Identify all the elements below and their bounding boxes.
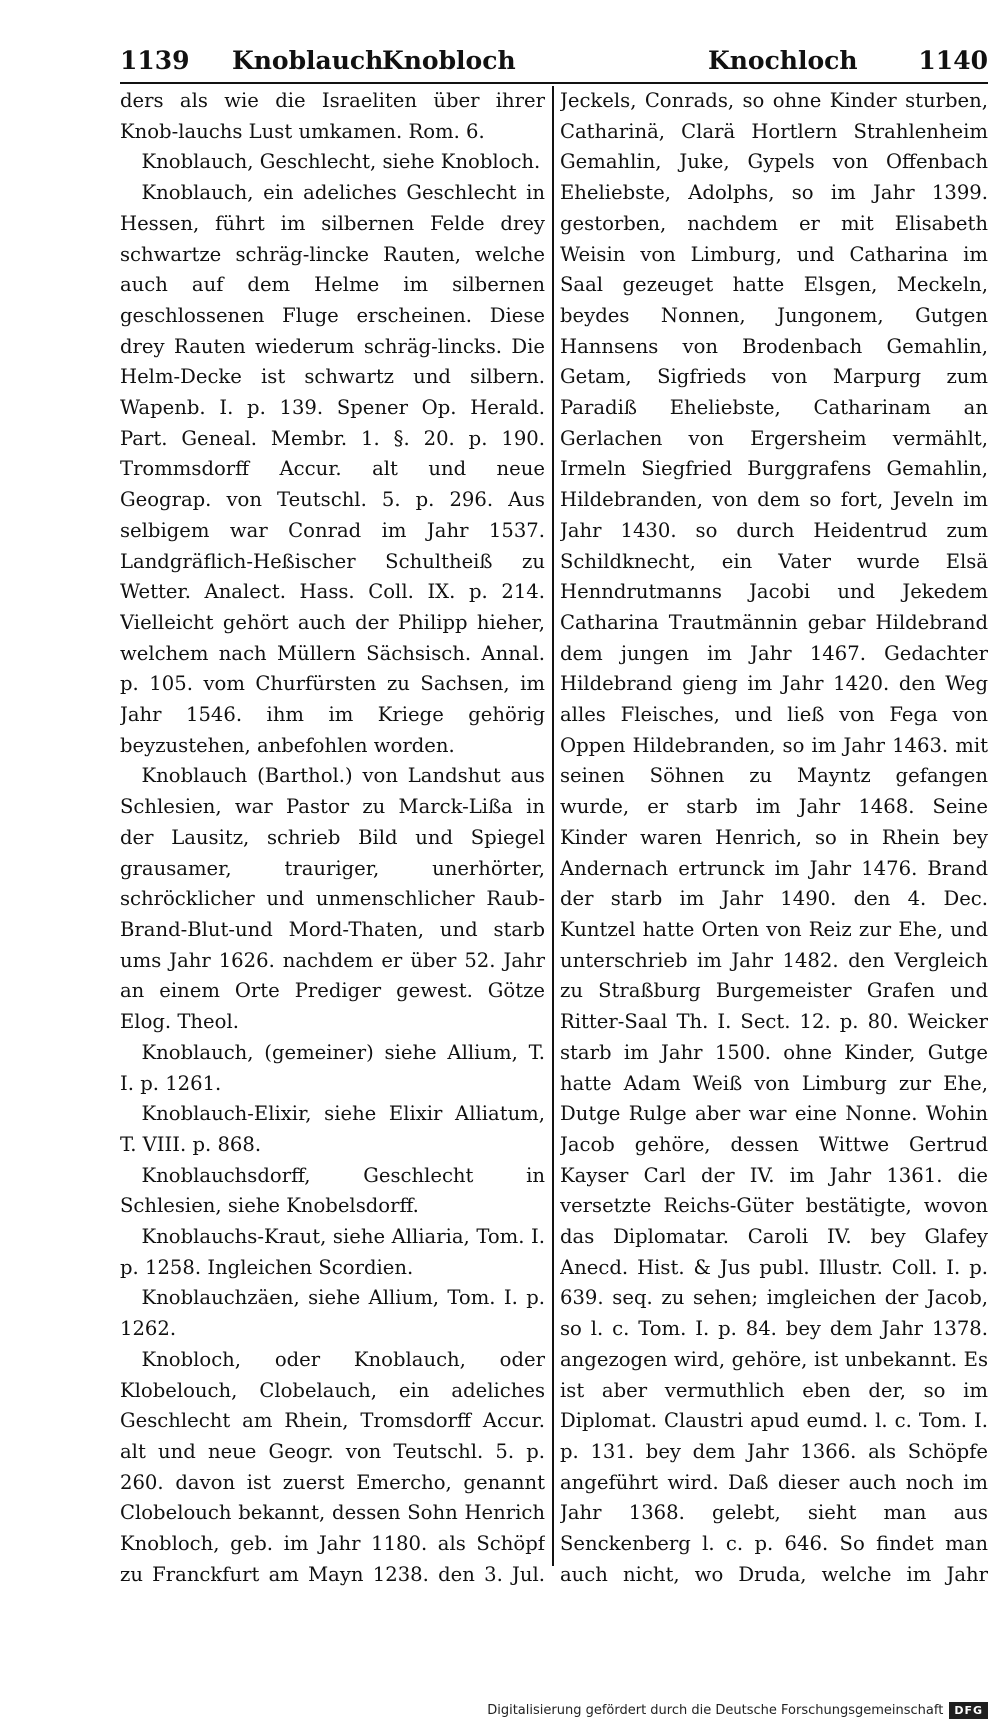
header-headword-3: Knochloch (708, 46, 858, 75)
page-number-right: 1140 (918, 46, 988, 75)
entry-knobloch-continued: Jeckels, Conrads, so ohne Kinder sturben, Catharinä, Clarä Hortlern Strahlenheim Gemahlin, Juke, Gypels von Offenbach Eheliebste, Adolphs, so im Jahr 1399. gestorben, nachdem er mit Elisabeth Weisin von Limburg, und Catharina im Saal gezeuget hatte Elsgen, Meckeln, beydes Nonnen, Jungonem, Gutgen Hannsens von Brodenbach Gemahlin, Getam, Sigfrieds von Marpurg zum Paradiß Eheliebste, Catharinam an Gerlachen von Ergersheim vermählt, Irmeln Siegfried Burggrafens Gemahlin, Hildebranden, von dem so fort, Jeveln im Jahr 1430. so durch Heidentrud zum Schildknecht, ein Vater wurde Elsä Henndrutmanns Jacobi und Jekedem Catharina Trautmännin gebar Hildebrand dem jungen im Jahr 1467. Gedachter Hildebrand gieng im Jahr 1420. den Weg alles Fleisches, und ließ von Fega von Oppen Hildebranden, so im Jahr 1463. mit seinen Söhnen zu Mayntz gefangen wurde, er starb im Jahr 1468. Seine Kinder waren Henrich, so in Rhein bey Andernach ertrunck im Jahr 1476. Brand der starb im Jahr 1490. den 4. Dec. Kuntzel hatte Orten von Reiz zur Ehe, und unterschrieb im Jahr 1482. den Vergleich zu Straßburg Burgemeister Grafen und Ritter-Saal Th. I. Sect. 12. p. 80. Weicker starb im Jahr 1500. ohne Kinder, Gutge hatte Adam Weiß von Limburg zur Ehe, Dutge Rulge aber war eine Nonne. Wohin Jacob gehöre, dessen Wittwe Gertrud Kayser Carl der IV. im Jahr 1361. die versetzte Reichs-Güter bestätigte, wovon das Diplomatar. Caroli IV. bey Glafey Anecd. Hist. & Jus publ. Illustr. Coll. I. p. 639. seq. zu sehen; imgleichen der Jacob, so l. c. Tom. I. p. 84. bey dem Jahr 1378. angezogen wird, gehöre, ist unbekannt. Es ist aber vermuthlich eben der, so im Diplomat. Claustri apud eumd. l. c. Tom. I. p. 131. bey dem Jahr 1366. als Schöpfe angeführt wird. Daß dieser auch noch im Jahr 1368. gelebt, sieht man aus Senckenberg l. c. p. 646. So findet man auch nicht, wo Druda, welche im Jahr (560, 89, 988, 1586)
footer-text: Digitalisierung gefördert durch die Deutsche Forschungsgemeinschaft (487, 1702, 944, 1718)
entry-knoblauch-barthol: Knoblauch (Barthol.) von Landshut aus Schlesien, war Pastor zu Marck-Lißa in der Lausitz, schrieb Bild und Spiegel grausamer, trauriger, unerhörter, schröcklicher und unmenschlicher Raub-Brand-Blut-und Mord-Thaten, und starb ums Jahr 1626. nachdem er über 52. Jahr an einem Orte Prediger gewest. Götze Elog. Theol. (120, 764, 545, 1034)
header-headword-2: Knobloch (382, 46, 516, 75)
page-number-left: 1139 (120, 46, 190, 75)
footer-credit (487, 1697, 988, 1723)
entry-knoblauch-elixir: Knoblauch-Elixir, siehe Elixir Alliatum, T. VIII. p. 868. (120, 1102, 545, 1156)
entry-knoblauchzaeen: Knoblauchzäen, siehe Allium, Tom. I. p. 1262. (120, 1286, 545, 1341)
entry-knoblauch-hessen: Knoblauch, ein adeliches Geschlecht in Hessen, führt im silbernen Felde drey schwartze schräg-lincke Rauten, welche auch auf dem Helme im silbernen geschlossenen Fluge erscheinen. Diese drey Rauten wiederum schräg-lincks. Die Helm-Decke ist schwartz und silbern. Wapenb. I. p. 139. Spener Op. Herald. Part. Geneal. Membr. 1. §. 20. p. 190. Trommsdorff Accur. alt und neue Geograp. von Teutschl. 5. p. 296. Aus selbigem war Conrad im Jahr 1537. Landgräflich-Heßischer Schultheiß zu Wetter. Analect. Hass. Coll. IX. p. 214. Vielleicht gehört auch der Philipp hieher, welchem nach Müllern Sächsisch. Annal. p. 105. vom Churfürsten zu Sachsen, im Jahr 1546. ihm im Kriege gehörig beyzustehen, anbefohlen worden. (120, 181, 545, 757)
entry-knobloch: Knobloch, oder Knoblauch, oder Klobelouch, Clobelauch, ein adeliches Geschlecht am Rhein, Tromsdorff Accur. alt und neue Geogr. von Teutschl. 5. p. 260. davon ist zuerst Emercho, genannt Clobelouch bekannt, dessen Sohn Henrich Knobloch, geb. im Jahr 1180. als Schöpf zu Franckfurt am Mayn 1238. den 3. Jul. (120, 1347, 545, 1586)
entry-continuation: ders als wie die Israeliten über ihrer Knob-lauchs Lust umkamen. Rom. 6. (120, 89, 545, 143)
column-divider (552, 86, 554, 1566)
header-headword-1: Knoblauch (232, 46, 384, 75)
right-column (560, 86, 988, 1586)
left-column (120, 86, 545, 1586)
entry-knoblauch-geschlecht: Knoblauch, Geschlecht, siehe Knobloch. (141, 150, 541, 174)
dfg-logo: DFG (949, 1702, 988, 1719)
running-header (120, 42, 988, 84)
entry-knoblauchsdorff: Knoblauchsdorff, Geschlecht in Schlesien, siehe Knobelsdorff. (120, 1163, 545, 1218)
entry-knoblauch-gemeiner: Knoblauch, (gemeiner) siehe Allium, T. I. p. 1261. (120, 1040, 545, 1095)
entry-knoblauchs-kraut: Knoblauchs-Kraut, siehe Alliaria, Tom. I. p. 1258. Ingleichen Scordien. (120, 1225, 545, 1279)
